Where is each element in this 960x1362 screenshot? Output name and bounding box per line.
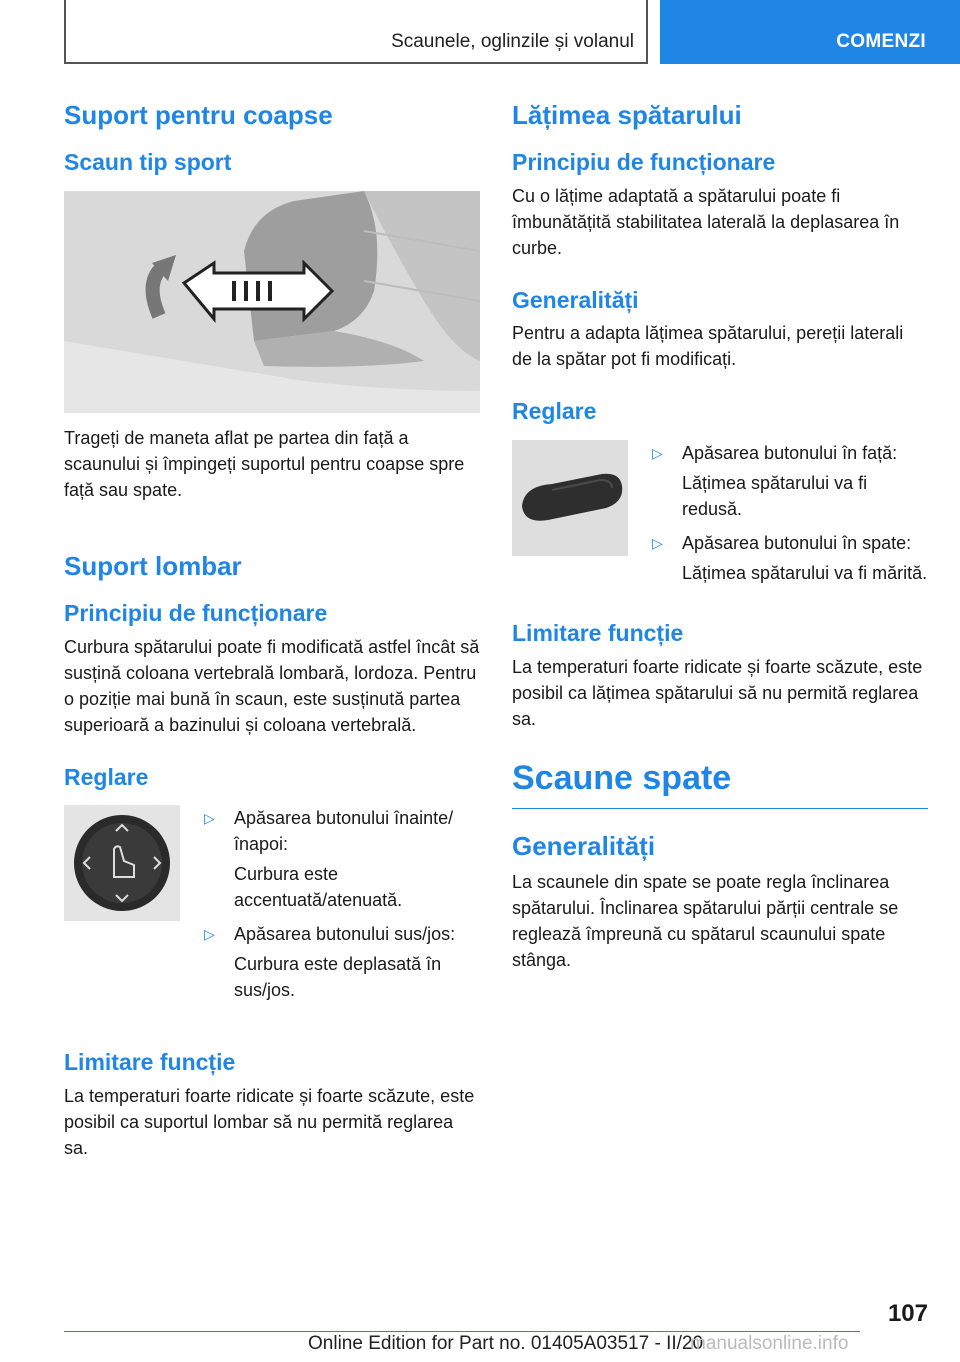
heading-backrest-width: Lățimea spătarului — [512, 100, 742, 130]
heading-rear-general: Generalități — [512, 831, 656, 862]
lumbar-adjust-list — [204, 805, 480, 1011]
footer-divider — [64, 1331, 860, 1332]
header-chapter-box — [64, 0, 648, 64]
paragraph-width-principle: Cu o lățime adaptată a spătarului poate fi îmbunătățită stabilitatea laterală la deplasarea în curbe. — [512, 185, 900, 258]
footer-edition: Online Edition for Part no. 01405A03517 - II/20 — [308, 1333, 704, 1354]
triangle-bullet-icon: ▷ — [204, 810, 215, 827]
header-section-tab[interactable] — [660, 0, 960, 64]
lumbar-control-illustration — [64, 805, 180, 921]
paragraph-thigh-support: Trageți de maneta aflat pe partea din față a scaunului și împingeți suportul pentru coapse spre față sau spate. — [64, 427, 465, 500]
list-item — [204, 921, 480, 947]
heading-thigh-support: Suport pentru coapse — [64, 100, 333, 130]
list-item-result: Curbura este deplasată în sus/jos. — [234, 954, 442, 1001]
heading-lumbar-adjust: Reglare — [64, 763, 149, 790]
page-number: 107 — [887, 1300, 928, 1327]
left-column — [64, 100, 480, 1187]
list-item-action: Apăsarea butonului în spate: — [682, 532, 912, 553]
list-item — [204, 805, 480, 857]
thigh-support-photo — [64, 191, 480, 413]
lumbar-adjust-row — [64, 805, 480, 1011]
triangle-bullet-icon: ▷ — [652, 534, 663, 551]
paragraph-rear-general: La scaunele din spate se poate regla înclinarea spătarului. Înclinarea spătarului părții centrale se reglează împreună cu spătarul scaunului spate stânga. — [512, 871, 899, 970]
width-button-image — [512, 440, 628, 556]
footer-watermark: manualsonline.info — [690, 1333, 849, 1354]
heading-lumbar-principle: Principiu de funcționare — [64, 599, 328, 626]
heading-lumbar-support: Suport lombar — [64, 550, 242, 581]
heading-width-principle: Principiu de funcționare — [512, 149, 776, 176]
lumbar-button-image — [64, 805, 180, 921]
thigh-support-illustration — [64, 191, 480, 413]
heading-lumbar-limit: Limitare funcție — [64, 1049, 236, 1076]
width-adjust-list — [652, 440, 928, 594]
chapter-title: Scaunele, oglinzile și volanul — [391, 31, 634, 52]
list-item-result: Lățimea spătarului va fi mărită. — [682, 562, 928, 583]
list-item — [652, 440, 928, 466]
list-item-action: Apăsarea butonului sus/jos: — [234, 924, 456, 945]
list-item — [652, 530, 928, 556]
right-column — [512, 100, 928, 999]
list-item-action: Apăsarea butonului înainte/înapoi: — [234, 808, 454, 855]
heading-sport-seat: Scaun tip sport — [64, 149, 232, 176]
triangle-bullet-icon: ▷ — [204, 926, 215, 943]
heading-width-adjust: Reglare — [512, 398, 597, 425]
paragraph-lumbar-limit: La temperaturi foarte ridicate și foarte scăzute, este posibil ca suportul lombar să nu permită reglarea sa. — [64, 1085, 475, 1158]
heading-rear-seats: Scaune spate — [512, 758, 928, 810]
width-adjust-row — [512, 440, 928, 594]
paragraph-lumbar-principle: Curbura spătarului poate fi modificată astfel încât să susțină coloana vertebrală lombară, lordoza. Pentru o poziție mai bună în scaun, este susținută partea superioară a bazinului și coloana vertebrală. — [64, 636, 480, 735]
paragraph-width-general: Pentru a adapta lățimea spătarului, pereții laterali de la spătar pot fi modificați. — [512, 323, 904, 370]
width-control-illustration — [512, 440, 628, 556]
paragraph-width-limit: La temperaturi foarte ridicate și foarte scăzute, este posibil ca lățimea spătarului să nu permită reglarea sa. — [512, 656, 923, 729]
heading-width-limit: Limitare funcție — [512, 619, 684, 646]
list-item-result: Curbura este accentuată/atenuată. — [234, 864, 403, 911]
list-item-result: Lățimea spătarului va fi redusă. — [682, 472, 868, 519]
section-title: COMENZI — [836, 31, 926, 52]
heading-width-general: Generalități — [512, 286, 639, 313]
triangle-bullet-icon: ▷ — [652, 444, 663, 461]
list-item-action: Apăsarea butonului în față: — [682, 442, 898, 463]
